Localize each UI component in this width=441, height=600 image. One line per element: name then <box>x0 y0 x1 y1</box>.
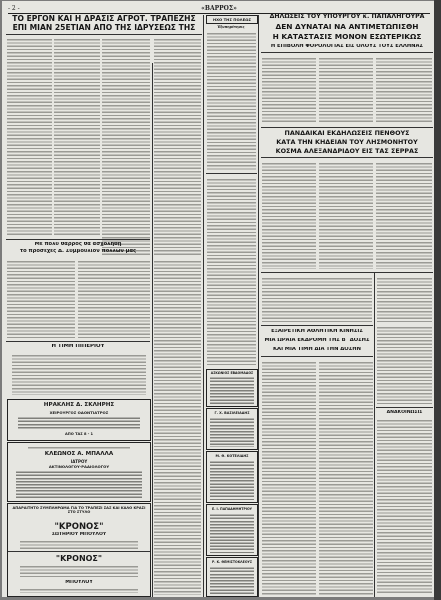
center-text <box>207 31 256 171</box>
newspaper-page <box>2 1 434 597</box>
article-text-column <box>7 37 52 237</box>
article-text-column <box>376 161 432 269</box>
ad-dentist <box>7 399 151 441</box>
right-headline-5: ΚΑΤΑ ΤΗΝ ΚΗΔΕΙΑΝ ΤΟΥ ΛΗΣΜΟΝΗΤΟΥ <box>276 139 418 146</box>
ad-doctor <box>7 442 151 502</box>
article-text-column <box>262 56 316 124</box>
ad-dentist-title: ΧΕΙΡΟΥΡΓΟΣ ΟΔΟΝΤΙΑΤΡΟΣ <box>49 410 109 415</box>
notice-box <box>206 504 258 556</box>
divider <box>261 272 433 273</box>
article-text-column <box>154 37 201 255</box>
article-text-column <box>376 56 432 124</box>
ad-doctor-text <box>16 470 142 498</box>
ad-kronos-name-2: "ΚΡΟΝΟΣ" <box>55 554 103 563</box>
article-text-column <box>262 360 316 595</box>
ad-kronos-text <box>20 539 138 549</box>
ad-kronos <box>7 503 151 597</box>
article-text-column <box>262 161 316 269</box>
sub-headline-1: Μὲ πολὺ θάρρος θὰ ἀσχοληθῇ <box>34 242 122 247</box>
notice-box <box>206 408 258 450</box>
column-rule <box>152 63 153 597</box>
notice-title: Γ. Χ. ΒΑΣΙΛΕΙΑΔΗΣ <box>214 411 250 415</box>
sub-headline-2: τὸ προσεχὲς Δ. Συμβούλιον πολλῶν μας <box>19 249 137 254</box>
notice-text <box>210 460 254 500</box>
notice-title: Ρ. Κ. ΘΕΜΙΣΤΟΚΛΕΟΥΣ <box>211 560 253 564</box>
right-headline-7: ΕΞΑΙΡΕΤΙΚΗ ΑΘΛΗΤΙΚΗ ΚΙΝΗΣΙΣ <box>271 329 363 334</box>
ad-kronos-header: ΑΠΑΡΑΙΤΗΤΟ ΣΥΜΠΛΗΡΩΜΑ ΓΙΑ ΤΟ ΤΡΑΠΕΖΙ ΣΑΣ ΚΑΙ ΚΑΛΟ ΚΡΑΣΙ ΣΤΟ ΣΤΥΛΟ <box>12 506 146 515</box>
divider <box>261 325 373 326</box>
column-title: ΗΧΟ ΤΗΣ ΠΟΛΕΩΣ <box>212 17 252 22</box>
ad-dentist-text <box>18 416 140 430</box>
article-text-block <box>377 276 432 322</box>
center-text <box>207 177 256 367</box>
right-headline-8: ΜΙΑ ΩΡΑΙΑ ΕΚΔΡΟΜΗ ΤΗΣ Β΄ ΔΟΣΗΣ <box>264 338 370 343</box>
ad-doctor-specialty: ΑΚΤΙΝΟΛΟΓΟΥ-ΡΑΔΙΟΛΟΓΟΥ <box>48 464 110 469</box>
divider <box>6 239 150 240</box>
divider <box>206 173 257 174</box>
divider <box>376 407 433 408</box>
notice-title: ΑΣΚΩΝΙΟΣ ΕΒΔΟΜΑΔΟΣ <box>210 371 254 375</box>
right-kicker: Η ΕΠΙΒΟΛΗ ΦΟΡΟΛΟΓΙΑΣ ΕΙΣ ΟΛΟΥΣ ΤΟΥΣ ΕΛΛΗΝΑΣ <box>270 44 424 49</box>
price-list-text <box>12 353 146 395</box>
divider <box>261 127 433 128</box>
ad-kronos-name: "ΚΡΟΝΟΣ" <box>54 522 104 532</box>
notice-box <box>206 451 258 503</box>
article-text-column <box>319 360 373 595</box>
announcement-title: ΑΝΑΚΟΙΝΩΣΙΣ <box>386 410 423 415</box>
notice-title: Ε. Ι. ΠΑΠΑΔΗΜΗΤΡΙΟΥ <box>212 507 252 511</box>
column-rule <box>258 15 259 597</box>
price-list-title: Η ΤΙΜΗ ΠΙΠΕΡΙΟΥ <box>51 344 105 349</box>
newspaper-name: «ΒΑΡΡΟΣ» <box>201 5 237 12</box>
ad-kronos-text-2 <box>20 564 138 578</box>
divider <box>261 157 433 158</box>
divider <box>261 356 373 357</box>
ad-kronos-text-3 <box>20 587 138 593</box>
article-text-column <box>54 37 100 235</box>
article-text-block <box>262 276 372 322</box>
right-headline-4: ΠΑΝΔΑΙΚΑΙ ΕΚΔΗΛΩΣΕΙΣ ΠΕΝΘΟΥΣ <box>284 130 410 137</box>
left-headline-1: ΤΟ ΕΡΓΟΝ ΚΑΙ Η ΔΡΑΣΙΣ ΑΓΡΟΤ. ΤΡΑΠΕΖΗΣ <box>12 15 196 23</box>
column-title-box <box>206 15 258 24</box>
notice-title: Μ. Θ. ΚΟΤΕΛΙΔΗΣ <box>215 454 249 458</box>
notice-text <box>210 566 254 594</box>
article-text-column <box>319 161 373 269</box>
divider <box>261 52 433 53</box>
ad-dentist-name: ΗΡΑΚΛΗΣ Δ. ΣΚΛΗΡΗΣ <box>43 402 115 408</box>
right-headline-3: Η ΚΑΤΑΣΤΑΣΙΣ ΜΟΝΟΝ ΕΣΩΤΕΡΙΚΩΣ <box>272 33 422 41</box>
announcement-text <box>377 418 432 595</box>
right-headline-6: ΚΟΣΜΑ ΑΛΕΞΑΝΔΡΙΔΟΥ ΕΙΣ ΤΑΣ ΣΕΡΡΑΣ <box>275 148 419 155</box>
page-edge-shadow <box>434 0 441 600</box>
article-text-column <box>154 259 201 595</box>
right-headline-9: ΚΑΙ ΜΙΑ ΤΙΜΗ ΔΙΑ ΤΗΝ ΔΟΣΗΝ <box>273 347 361 352</box>
right-headline-2: ΔΕΝ ΔΥΝΑΤΑΙ ΝΑ ΑΝΤΙΜΕΤΩΠΙΣΘΗ <box>275 23 419 31</box>
ad-doctor-pretext <box>28 445 130 450</box>
divider <box>6 341 150 342</box>
article-text-column <box>78 259 150 339</box>
divider <box>6 34 202 35</box>
notice-text <box>210 376 254 404</box>
right-headline-1: ΔΗΛΩΣΕΙΣ ΤΟΥ ΥΠΟΥΡΓΟΥ κ. ΠΑΠΑΛΗΓΟΥΡΑ <box>269 14 425 20</box>
article-text-column <box>377 325 432 405</box>
article-text-column <box>102 37 150 255</box>
ad-doctor-title: ΙΑΤΡΟΥ <box>70 459 88 464</box>
column-rule <box>203 15 204 597</box>
notice-text <box>210 513 254 553</box>
masthead <box>8 4 430 14</box>
notice-box <box>206 369 258 407</box>
ad-kronos-owner: ΣΩΤΗΡΙΟΥ ΜΠΟΥΛΟΥ <box>51 532 107 537</box>
page-number: - 2 - <box>8 5 20 12</box>
column-sub-header: Ἐξυπηρέτησις <box>217 25 245 29</box>
notice-text <box>210 417 254 447</box>
ad-kronos-owner-2: ΜΠΟΥΛΟΥ <box>65 580 93 585</box>
divider <box>8 551 150 552</box>
column-rule <box>374 273 375 597</box>
ad-doctor-name: ΚΛΕΩΝΟΣ Α. ΜΠΑΛΛΑ <box>44 451 114 457</box>
ad-dentist-hours: ΑΠΟ ΤΑΣ 8 - 1 <box>64 432 94 436</box>
left-headline-2: ΕΠΙ ΜΙΑΝ 25ΕΤΙΑΝ ΑΠΟ ΤΗΣ ΙΔΡΥΣΕΩΣ ΤΗΣ <box>12 24 196 32</box>
notice-box <box>206 557 258 597</box>
article-text-column <box>7 259 75 339</box>
article-text-column <box>319 56 373 124</box>
